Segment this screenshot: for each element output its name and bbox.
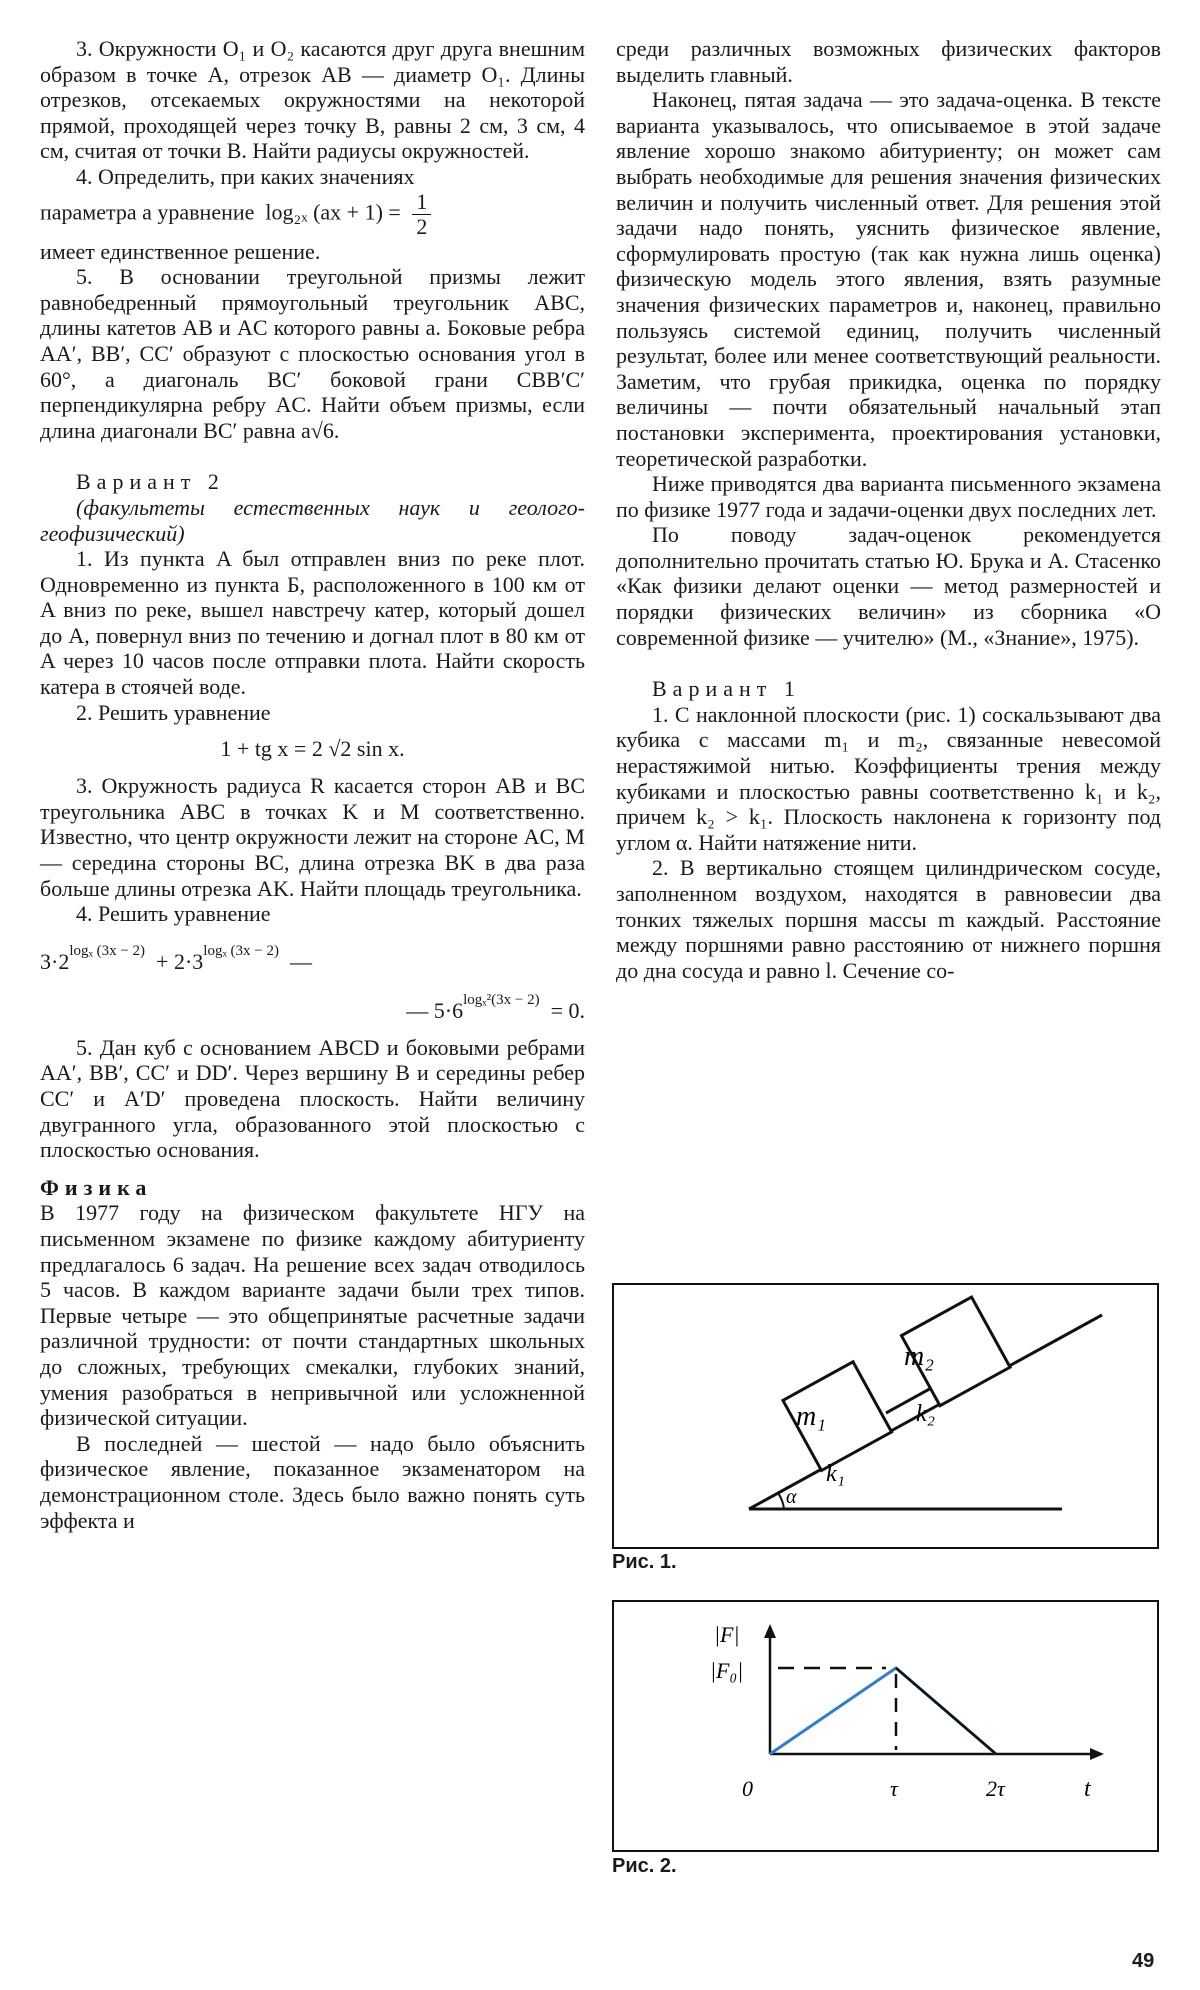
problem-a4-param: параметра a уравнение: [40, 199, 255, 225]
problem-r2: 2. В вертикально стоящем цилиндрическом сосуде, заполненном воздухом, находятся в равновесии два тонких тяжелых поршня массы m каждый. Расстояние между поршнями равно расстоянию от нижнего поршня до дна сосуда и равно l. Сечение со-: [616, 855, 1161, 983]
formula-term: 3·2: [40, 948, 70, 974]
force-curve: [770, 1668, 996, 1754]
right-column: [616, 36, 1161, 983]
label-F0: |F₀|: [710, 1658, 744, 1683]
label-m2: m₂: [904, 1341, 934, 1372]
problem-b2-formula: 1 + tg x = 2 √2 sin x.: [220, 736, 405, 762]
formula-exponent: logₓ (3x − 2): [203, 942, 279, 959]
physics-section-title: Физика: [40, 1174, 153, 1200]
problem-a5: 5. В основании треугольной призмы лежит равнобедренный прямоугольный треугольник ABC, длины катетов AB и AC которого равны a. Боковые ребра AA′, BB′, CC′ образуют с плоскостью основания угол в 60°, а диагональ BC′ боковой грани CBB′C′ перпендикулярна ребру AC. Найти объем призмы, если длина диагонали BC′ равна a√6.: [40, 264, 585, 443]
problem-a4-log: log₂ₓ (ax + 1) =: [265, 199, 401, 225]
label-alpha: α: [786, 1486, 797, 1508]
figure-2-drawing: [614, 1602, 1157, 1850]
problem-a4-end: имеет единственное решение.: [40, 238, 321, 264]
page-number: 49: [1132, 1950, 1155, 1972]
problem-b1: 1. Из пункта A был отправлен вниз по реке плот. Одновременно из пункта Б, расположенного в 100 км от A вниз по реке, вышел навстречу катер, который дошел до A, повернул вниз по течению и догнал плот в 80 км от A через 10 часов после отправки плота. Найти скорость катера в стоячей воде.: [40, 546, 585, 700]
label-t: t: [1084, 1776, 1091, 1802]
label-2tau: 2τ: [986, 1776, 1005, 1801]
label-zero: 0: [742, 1776, 753, 1801]
problem-b4-formula-line1: [40, 937, 585, 976]
right-paragraph-1: среди различных возможных физических факторов выделить главный.: [616, 36, 1161, 87]
problem-a4-formula-line: [40, 190, 585, 239]
problem-r1: 1. С наклонной плоскости (рис. 1) соскальзывают два кубика с массами m₁ и m₂, связанные невесомой нерастяжимой нитью. Коэффициенты трения между кубиками и плоскостью равны соответственно k₁ и k₂, причем k₂ > k₁. Плоскость наклонена к горизонту под углом α. Найти натяжение нити.: [616, 701, 1161, 855]
figure-1-drawing: [614, 1285, 1157, 1547]
figure-1-caption: Рис. 1.: [612, 1551, 677, 1573]
angle-arc: [778, 1493, 784, 1509]
variant2-faculty: (факультеты естественных наук и геолого-геофизический): [40, 494, 585, 546]
problem-a4-start: 4. Определить, при каких значениях: [76, 163, 415, 189]
label-tau: τ: [890, 1776, 898, 1801]
label-k1: k₁: [826, 1461, 845, 1487]
problem-b2: 2. Решить уравнение: [76, 699, 271, 725]
figure-2: [612, 1600, 1159, 1852]
variant2-title: Вариант 2: [76, 469, 225, 495]
y-axis-arrow-icon: [764, 1624, 776, 1638]
label-F: |F|: [714, 1622, 740, 1647]
formula-exponent: logₓ (3x − 2): [69, 942, 146, 959]
label-k2: k₂: [916, 1401, 935, 1427]
physics-paragraph-2: В последней — шестой — надо было объяснить физическое явление, показанное экзаменатором на демонстрационном столе. Здесь было важно понять суть эффекта и: [40, 1430, 585, 1533]
right-paragraph-4: По поводу задач-оценок рекомендуется дополнительно прочитать статью Ю. Брука и А. Стасенко «Как физики делают оценки — метод размерностей и порядки физических величин» из сборника «О современной физике — учителю» (М., «Знание», 1975).: [616, 522, 1161, 650]
formula-term: — 5·6: [406, 997, 464, 1023]
variant1-title: Вариант 1: [652, 676, 801, 702]
x-axis-arrow-icon: [1090, 1748, 1104, 1760]
label-m1: m₁: [796, 1401, 826, 1432]
problem-b3: 3. Окружность радиуса R касается сторон AB и BC треугольника ABC в точках K и M соответственно. Известно, что центр окружности лежит на стороне AC, M — середина стороны BC, длина отрезка BK в два раза больше длины отрезка AK. Найти площадь треугольника.: [40, 773, 585, 901]
right-paragraph-2: Наконец, пятая задача — это задача-оценка. В тексте варианта указывалось, что описываемое в этой задаче явление хорошо знакомо абитуриенту; он может сам выбрать необходимые для решения значения физических величин и получить численный ответ. Для решения этой задачи надо понять, уяснить физическое явление, сформулировать простую (так как нужна лишь оценка) физическую модель этого явления, взять разумные значения физических параметров и, наконец, правильно пользуясь системой единиц, получить численный результат, более или менее соответствующий реальности. Заметим, что грубая прикидка, оценка по порядку величины — почти обязательный начальный этап постановки эксперимента, проектирования установки, теоретической разработки.: [616, 87, 1161, 471]
problem-b4: 4. Решить уравнение: [76, 901, 271, 927]
figure-2-caption: Рис. 2.: [612, 1855, 677, 1877]
physics-paragraph-1: В 1977 году на физическом факультете НГУ на письменном экзамене по физике каждому абитуриенту предлагалось 6 задач. На решение всех задач отводилось 5 часов. В каждом варианте задачи были трех типов. Первые четыре — это общепринятые расчетные задачи различной трудности: от почти стандартных школьных до сложных, требующих смекалки, глубоких знаний, умения разобраться в непривычной или усложненной физической ситуации.: [40, 1200, 585, 1431]
formula-exponent: logₓ²(3x − 2): [463, 991, 540, 1008]
fraction-denominator: 2: [416, 213, 428, 239]
formula-term: + 2·3: [156, 948, 204, 974]
problem-a4-fraction: [412, 190, 431, 239]
problem-a3: 3. Окружности O₁ и O₂ касаются друг друга внешним образом в точке A, отрезок AB — диаметр O₁. Длины отрезков, отсекаемых окружностями на некоторой прямой, проходящей через точку B, равны 2 см, 3 см, 4 см, считая от точки B. Найти радиусы окружностей.: [40, 36, 585, 164]
figure-1: [612, 1283, 1159, 1549]
fraction-numerator: 1: [412, 190, 431, 215]
left-column: [40, 36, 585, 1533]
problem-b5: 5. Дан куб с основанием ABCD и боковыми ребрами AA′, BB′, CC′ и DD′. Через вершину B и середины ребер CC′ и A′D′ проведена плоскость. Найти величину двугранного угла, образованного этой плоскостью с плоскостью основания.: [40, 1034, 585, 1163]
formula-end: = 0.: [550, 997, 585, 1023]
formula-dash: —: [290, 948, 312, 974]
problem-b4-formula-line2: [40, 986, 585, 1025]
right-paragraph-3: Ниже приводятся два варианта письменного экзамена по физике 1977 года и задачи-оценки двух последних лет.: [616, 471, 1161, 522]
force-decay-line: [896, 1668, 996, 1754]
